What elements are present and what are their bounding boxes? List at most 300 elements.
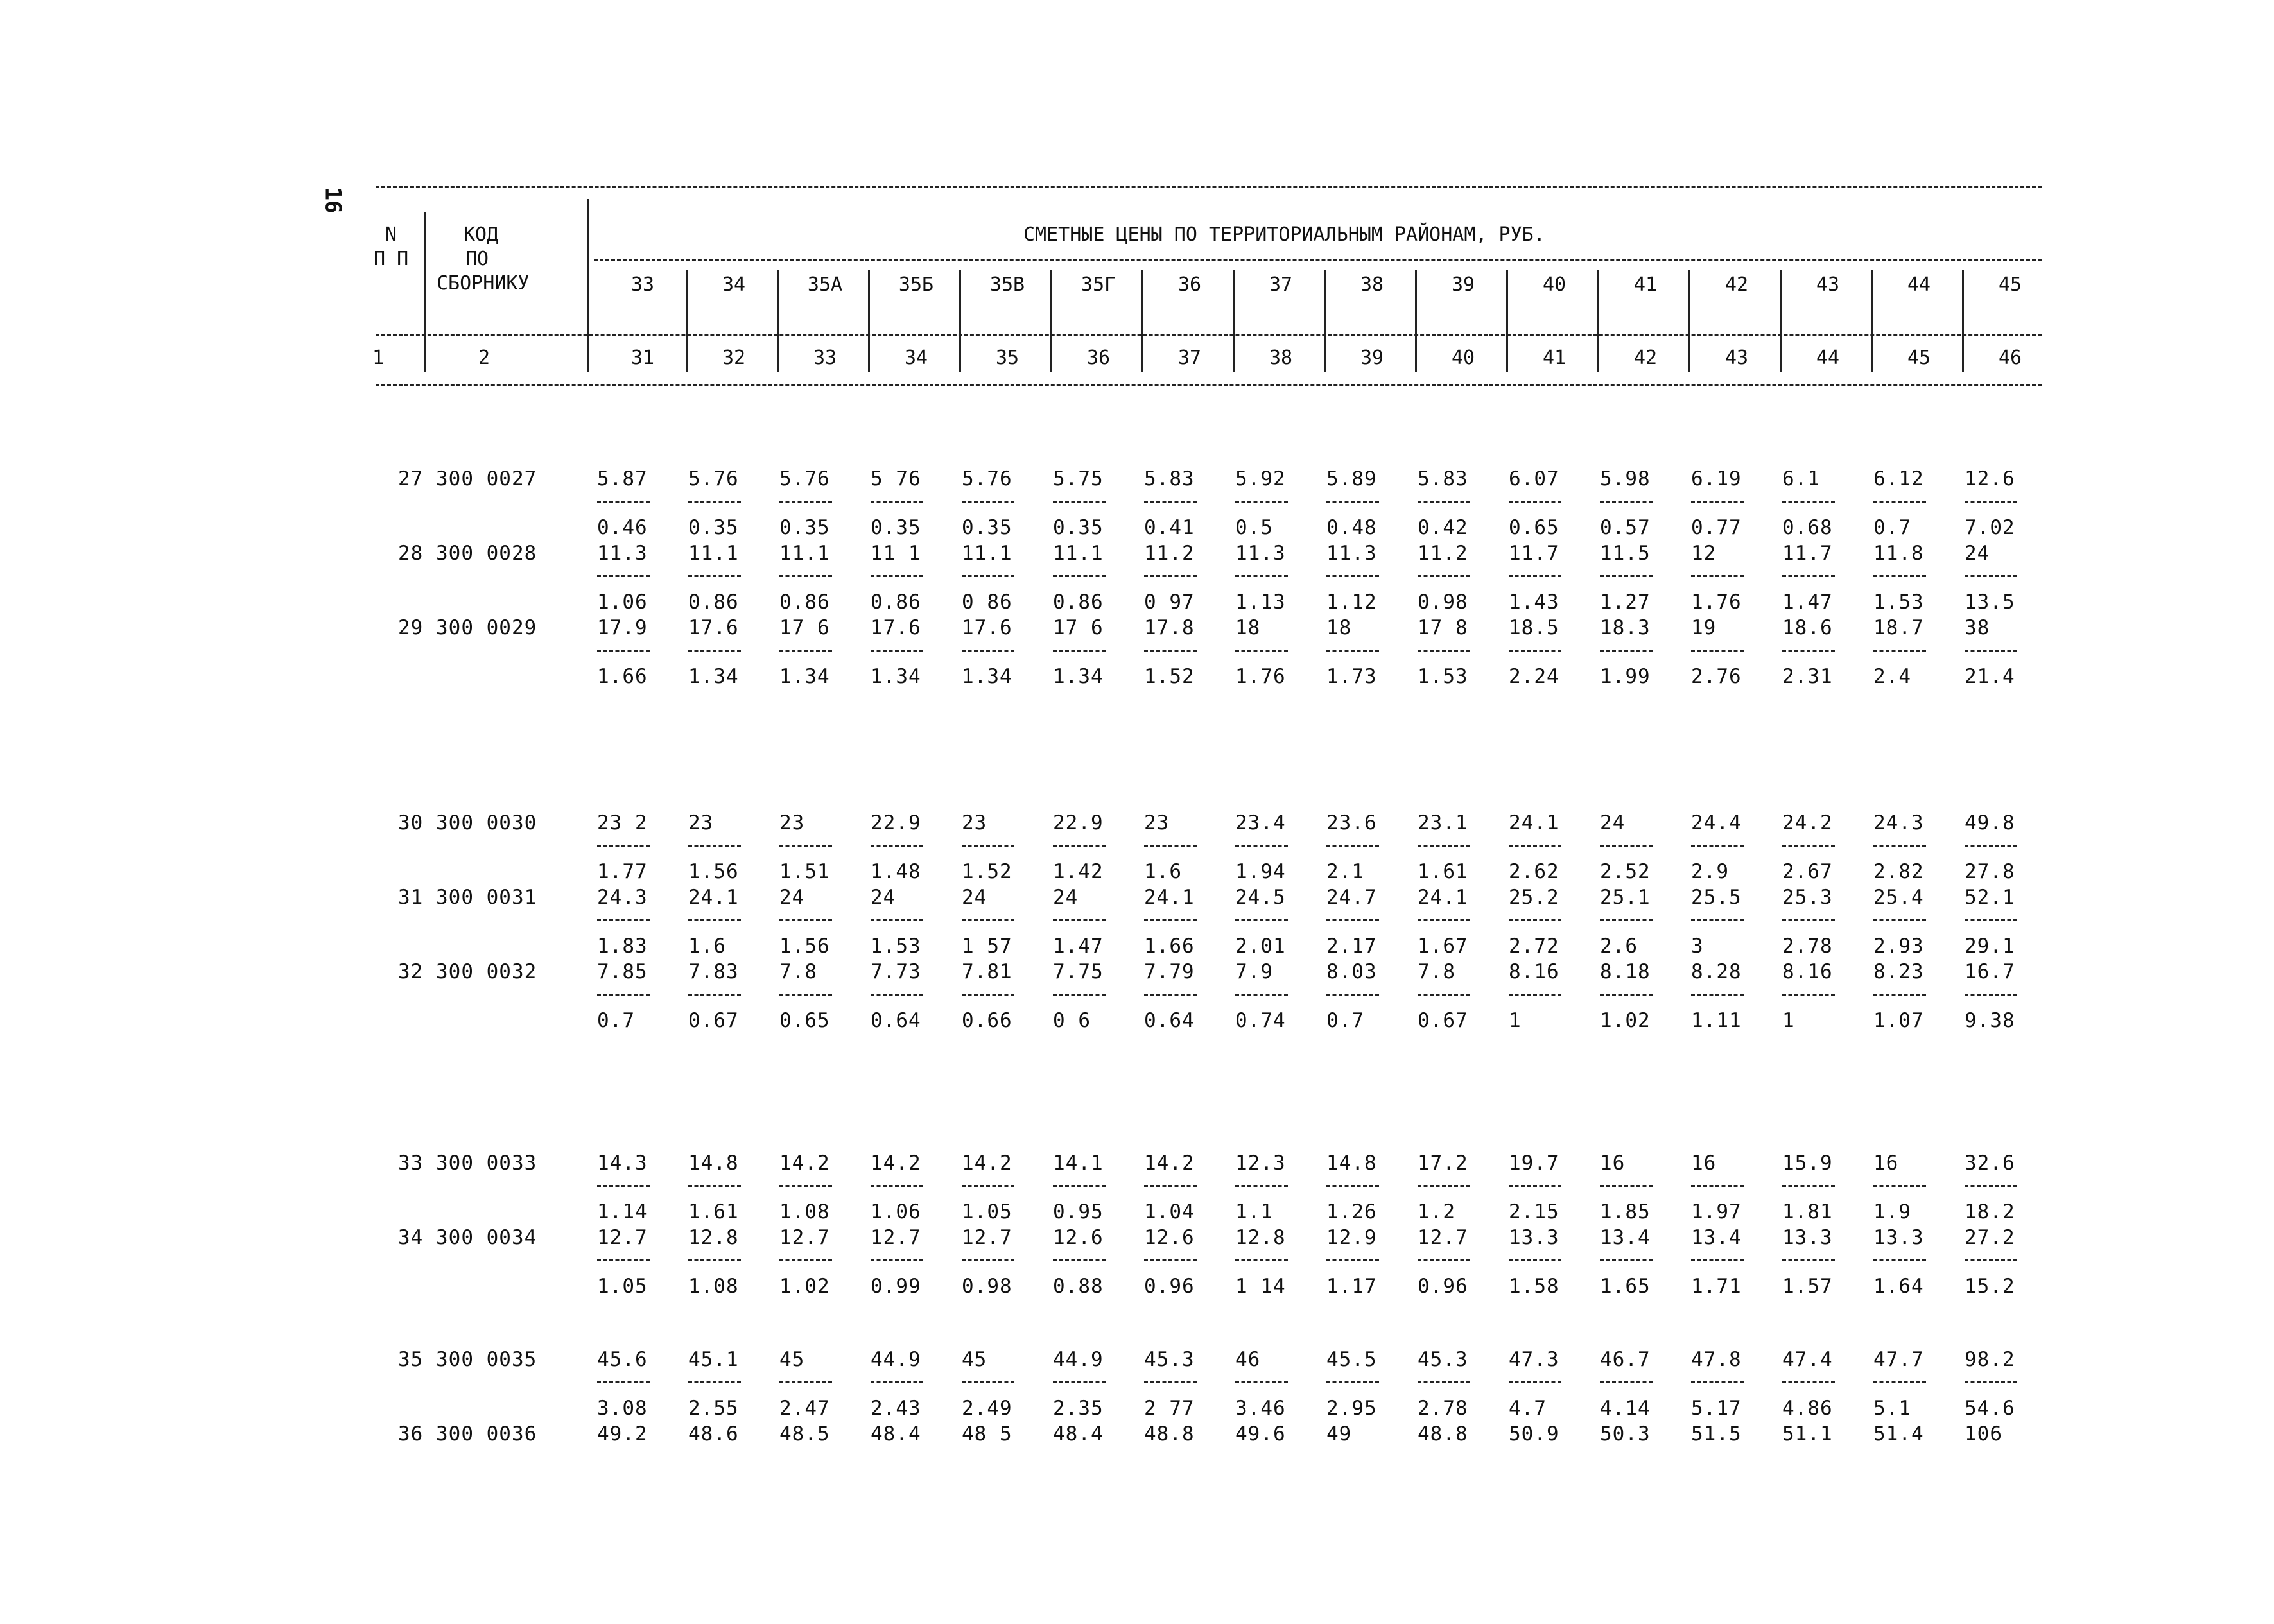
fraction-bar [1600, 1381, 1653, 1383]
district-header: 43 [1816, 273, 1840, 296]
price-value: 1.34 [779, 665, 830, 688]
price-value: 2.67 [1782, 860, 1833, 883]
price-value: 5.83 [1144, 467, 1195, 490]
price-value: 11.3 [1235, 542, 1286, 565]
price-value: 2 77 [1144, 1397, 1195, 1420]
price-value: 1.02 [779, 1275, 830, 1298]
fraction-bar [1873, 1185, 1926, 1187]
price-value: 24.1 [1418, 886, 1468, 909]
fraction-bar [688, 919, 741, 921]
price-value: 18 [1326, 616, 1352, 639]
fraction-bar [597, 1259, 650, 1261]
price-value: 49.6 [1235, 1422, 1286, 1446]
fraction-bar [1235, 1259, 1288, 1261]
fraction-bar [1965, 1185, 2017, 1187]
fraction-bar [871, 919, 923, 921]
price-value: 0.88 [1053, 1275, 1104, 1298]
price-value: 2.31 [1782, 665, 1833, 688]
col-n-header: N [385, 223, 397, 246]
fraction-bar [779, 1259, 832, 1261]
fraction-bar [1873, 575, 1926, 577]
column-index: 44 [1816, 347, 1840, 369]
price-value: 45.3 [1144, 1348, 1195, 1371]
price-value: 24 [1965, 542, 1990, 565]
price-value: 1.9 [1873, 1200, 1911, 1223]
price-value: 2.17 [1326, 935, 1377, 958]
price-value: 8.03 [1326, 960, 1377, 983]
price-value: 8.23 [1873, 960, 1924, 983]
price-value: 19 [1691, 616, 1717, 639]
price-value: 24.3 [597, 886, 648, 909]
price-value: 0.5 [1235, 516, 1273, 539]
price-value: 15.9 [1782, 1152, 1833, 1175]
price-value: 45.6 [597, 1348, 648, 1371]
fraction-bar [1600, 650, 1653, 652]
fraction-bar [1873, 650, 1926, 652]
fraction-bar [597, 845, 650, 847]
price-value: 12.6 [1144, 1226, 1195, 1249]
price-value: 22.9 [871, 811, 921, 834]
price-value: 1.34 [871, 665, 921, 688]
price-value: 7.85 [597, 960, 648, 983]
index-n: 1 [372, 347, 385, 369]
price-value: 17 8 [1418, 616, 1468, 639]
price-value: 5.1 [1873, 1397, 1911, 1420]
price-value: 1.67 [1418, 935, 1468, 958]
col-code-header-sub: ПО [465, 248, 489, 270]
price-value: 8.28 [1691, 960, 1742, 983]
column-index: 33 [813, 347, 837, 369]
price-value: 12.7 [871, 1226, 921, 1249]
price-value: 50.3 [1600, 1422, 1651, 1446]
price-value: 6.12 [1873, 467, 1924, 490]
fraction-bar [779, 1185, 832, 1187]
price-value: 0.46 [597, 516, 648, 539]
price-value: 17.6 [962, 616, 1012, 639]
price-value: 16.7 [1965, 960, 2015, 983]
fraction-bar [597, 501, 650, 503]
price-value: 45 [962, 1348, 987, 1371]
fraction-bar [1053, 575, 1106, 577]
price-value: 3.46 [1235, 1397, 1286, 1420]
fraction-bar [1965, 1259, 2017, 1261]
price-value: 0.35 [1053, 516, 1104, 539]
fraction-bar [779, 1381, 832, 1383]
price-value: 23 [1144, 811, 1170, 834]
price-value: 1 14 [1235, 1275, 1286, 1298]
fraction-bar [597, 1381, 650, 1383]
fraction-bar [779, 501, 832, 503]
price-value: 2.62 [1509, 860, 1559, 883]
fraction-bar [962, 994, 1014, 996]
price-value: 12.8 [688, 1226, 739, 1249]
price-value: 25.3 [1782, 886, 1833, 909]
price-value: 1 57 [962, 935, 1012, 958]
column-index: 36 [1086, 347, 1111, 369]
fraction-bar [1053, 650, 1106, 652]
fraction-bar [871, 1185, 923, 1187]
price-value: 0 86 [962, 591, 1012, 614]
price-value: 0.77 [1691, 516, 1742, 539]
price-value: 11.7 [1509, 542, 1559, 565]
fraction-bar [1509, 575, 1561, 577]
price-value: 3.08 [597, 1397, 648, 1420]
price-value: 1 [1782, 1009, 1795, 1032]
fraction-bar [962, 1381, 1014, 1383]
price-value: 1.76 [1691, 591, 1742, 614]
header-separator [424, 212, 426, 372]
fraction-bar [1782, 1381, 1835, 1383]
price-value: 1.12 [1326, 591, 1377, 614]
row-code-label: 35 300 0035 [398, 1348, 537, 1371]
fraction-bar [688, 1185, 741, 1187]
price-value: 17.9 [597, 616, 648, 639]
fraction-bar [1235, 994, 1288, 996]
fraction-bar [1691, 994, 1744, 996]
price-value: 0.66 [962, 1009, 1012, 1032]
district-header: 35Б [898, 273, 934, 296]
price-value: 1.61 [1418, 860, 1468, 883]
fraction-bar [1873, 1259, 1926, 1261]
price-value: 15.2 [1965, 1275, 2015, 1298]
price-value: 2.78 [1782, 935, 1833, 958]
district-header: 35Г [1081, 273, 1116, 296]
price-value: 0.48 [1326, 516, 1377, 539]
fraction-bar [1873, 994, 1926, 996]
price-value: 5.92 [1235, 467, 1286, 490]
price-value: 51.5 [1691, 1422, 1742, 1446]
fraction-bar [1691, 575, 1744, 577]
fraction-bar [1782, 575, 1835, 577]
price-value: 2.49 [962, 1397, 1012, 1420]
price-value: 27.2 [1965, 1226, 2015, 1249]
fraction-bar [1053, 1259, 1106, 1261]
price-value: 6.1 [1782, 467, 1820, 490]
price-value: 46 [1235, 1348, 1261, 1371]
price-value: 52.1 [1965, 886, 2015, 909]
price-value: 1.52 [1144, 665, 1195, 688]
fraction-bar [688, 994, 741, 996]
price-value: 7.8 [779, 960, 817, 983]
column-index: 34 [904, 347, 928, 369]
price-value: 18.7 [1873, 616, 1924, 639]
fraction-bar [1782, 650, 1835, 652]
price-value: 1.94 [1235, 860, 1286, 883]
price-value: 23.1 [1418, 811, 1468, 834]
fraction-bar [962, 919, 1014, 921]
price-value: 2.55 [688, 1397, 739, 1420]
price-value: 12.6 [1965, 467, 2015, 490]
fraction-bar [1418, 994, 1470, 996]
fraction-bar [1600, 575, 1653, 577]
price-value: 1.76 [1235, 665, 1286, 688]
price-value: 1.83 [597, 935, 648, 958]
price-value: 7.8 [1418, 960, 1455, 983]
price-value: 1.61 [688, 1200, 739, 1223]
fraction-bar [597, 650, 650, 652]
fraction-bar [1873, 919, 1926, 921]
fraction-bar [962, 575, 1014, 577]
price-value: 17 6 [1053, 616, 1104, 639]
fraction-bar [779, 845, 832, 847]
fraction-bar [1691, 650, 1744, 652]
price-value: 1.11 [1691, 1009, 1742, 1032]
price-value: 54.6 [1965, 1397, 2015, 1420]
price-value: 5.98 [1600, 467, 1651, 490]
price-value: 12.7 [962, 1226, 1012, 1249]
district-header: 45 [1998, 273, 2022, 296]
row-code-label: 27 300 0027 [398, 467, 537, 490]
price-value: 0.95 [1053, 1200, 1104, 1223]
price-value: 45.1 [688, 1348, 739, 1371]
price-value: 4.14 [1600, 1397, 1651, 1420]
fraction-bar [871, 845, 923, 847]
price-value: 0.99 [871, 1275, 921, 1298]
price-value: 3 [1691, 935, 1704, 958]
price-value: 2.9 [1691, 860, 1729, 883]
fraction-bar [597, 575, 650, 577]
price-value: 1.05 [962, 1200, 1012, 1223]
col-code-header-sub2: СБОРНИКУ [437, 272, 530, 295]
price-value: 1.56 [779, 935, 830, 958]
row-code-label: 33 300 0033 [398, 1152, 537, 1175]
price-value: 13.3 [1873, 1226, 1924, 1249]
price-value: 47.8 [1691, 1348, 1742, 1371]
price-value: 16 [1691, 1152, 1717, 1175]
row-code-label: 31 300 0031 [398, 886, 537, 909]
fraction-bar [688, 650, 741, 652]
index-code: 2 [478, 347, 490, 369]
price-value: 1.66 [1144, 935, 1195, 958]
price-value: 5.89 [1326, 467, 1377, 490]
price-value: 2.15 [1509, 1200, 1559, 1223]
price-value: 14.2 [871, 1152, 921, 1175]
fraction-bar [1418, 575, 1470, 577]
price-value: 1.58 [1509, 1275, 1559, 1298]
price-value: 5.76 [779, 467, 830, 490]
price-value: 11.2 [1144, 542, 1195, 565]
price-value: 14.2 [779, 1152, 830, 1175]
price-value: 0.35 [962, 516, 1012, 539]
price-value: 2.76 [1691, 665, 1742, 688]
price-value: 1.52 [962, 860, 1012, 883]
price-value: 0.96 [1418, 1275, 1468, 1298]
price-value: 23 [962, 811, 987, 834]
fraction-bar [1418, 650, 1470, 652]
price-value: 5.17 [1691, 1397, 1742, 1420]
column-index: 39 [1360, 347, 1384, 369]
price-value: 1.08 [688, 1275, 739, 1298]
price-value: 11.1 [779, 542, 830, 565]
price-value: 1.47 [1053, 935, 1104, 958]
price-value: 48 5 [962, 1422, 1012, 1446]
fraction-bar [1691, 845, 1744, 847]
price-value: 48.4 [871, 1422, 921, 1446]
price-value: 18.2 [1965, 1200, 2015, 1223]
row-code-label: 34 300 0034 [398, 1226, 537, 1249]
column-index: 43 [1724, 347, 1749, 369]
fraction-bar [871, 1259, 923, 1261]
price-value: 0.98 [962, 1275, 1012, 1298]
price-value: 24.7 [1326, 886, 1377, 909]
price-value: 17.2 [1418, 1152, 1468, 1175]
header-group-rule [594, 259, 2042, 261]
fraction-bar [1326, 501, 1379, 503]
fraction-bar [1144, 919, 1197, 921]
fraction-bar [1144, 501, 1197, 503]
price-value: 45.3 [1418, 1348, 1468, 1371]
price-value: 7.73 [871, 960, 921, 983]
price-value: 0.65 [1509, 516, 1559, 539]
district-header: 34 [722, 273, 746, 296]
price-value: 1.66 [597, 665, 648, 688]
fraction-bar [1418, 1381, 1470, 1383]
price-value: 0 6 [1053, 1009, 1091, 1032]
price-value: 1.51 [779, 860, 830, 883]
row-code-label: 29 300 0029 [398, 616, 537, 639]
column-index: 37 [1177, 347, 1202, 369]
price-value: 7.81 [962, 960, 1012, 983]
fraction-bar [1326, 994, 1379, 996]
price-value: 16 [1600, 1152, 1626, 1175]
price-value: 11.3 [1326, 542, 1377, 565]
header-separator [587, 199, 589, 372]
price-value: 1.14 [597, 1200, 648, 1223]
price-value: 24.1 [688, 886, 739, 909]
price-value: 1.34 [962, 665, 1012, 688]
price-value: 24 [779, 886, 805, 909]
price-value: 11.1 [688, 542, 739, 565]
price-value: 1.53 [1873, 591, 1924, 614]
price-value: 9.38 [1965, 1009, 2015, 1032]
fraction-bar [1965, 650, 2017, 652]
price-value: 98.2 [1965, 1348, 2015, 1371]
price-value: 1.97 [1691, 1200, 1742, 1223]
price-value: 1.2 [1418, 1200, 1455, 1223]
fraction-bar [1326, 845, 1379, 847]
price-value: 48.8 [1144, 1422, 1195, 1446]
fraction-bar [1144, 1259, 1197, 1261]
district-header: 40 [1542, 273, 1567, 296]
price-value: 0.86 [871, 591, 921, 614]
price-value: 51.1 [1782, 1422, 1833, 1446]
price-value: 12.3 [1235, 1152, 1286, 1175]
price-value: 12.9 [1326, 1226, 1377, 1249]
price-value: 1.73 [1326, 665, 1377, 688]
price-value: 7.75 [1053, 960, 1104, 983]
fraction-bar [871, 650, 923, 652]
price-value: 12.8 [1235, 1226, 1286, 1249]
price-value: 25.1 [1600, 886, 1651, 909]
fraction-bar [1418, 501, 1470, 503]
fraction-bar [1235, 1381, 1288, 1383]
fraction-bar [1509, 1381, 1561, 1383]
price-value: 49.8 [1965, 811, 2015, 834]
fraction-bar [1691, 1381, 1744, 1383]
price-value: 21.4 [1965, 665, 2015, 688]
price-value: 23 [779, 811, 805, 834]
fraction-bar [1691, 501, 1744, 503]
price-value: 25.4 [1873, 886, 1924, 909]
price-value: 11.1 [1053, 542, 1104, 565]
fraction-bar [1509, 994, 1561, 996]
price-value: 18 [1235, 616, 1261, 639]
fraction-bar [1600, 501, 1653, 503]
fraction-bar [1326, 1381, 1379, 1383]
fraction-bar [1418, 919, 1470, 921]
fraction-bar [1509, 919, 1561, 921]
price-value: 2.82 [1873, 860, 1924, 883]
fraction-bar [1235, 845, 1288, 847]
price-value: 8.16 [1509, 960, 1559, 983]
price-value: 18.5 [1509, 616, 1559, 639]
price-value: 1.85 [1600, 1200, 1651, 1223]
price-value: 0.35 [871, 516, 921, 539]
fraction-bar [871, 575, 923, 577]
price-value: 5 76 [871, 467, 921, 490]
price-value: 1.04 [1144, 1200, 1195, 1223]
price-value: 14.8 [688, 1152, 739, 1175]
price-value: 0.86 [779, 591, 830, 614]
price-value: 0.7 [1326, 1009, 1364, 1032]
price-value: 0.86 [688, 591, 739, 614]
fraction-bar [871, 994, 923, 996]
fraction-bar [1326, 1185, 1379, 1187]
price-value: 0.35 [688, 516, 739, 539]
price-value: 12.7 [1418, 1226, 1468, 1249]
price-value: 0.67 [1418, 1009, 1468, 1032]
fraction-bar [1235, 501, 1288, 503]
price-value: 22.9 [1053, 811, 1104, 834]
fraction-bar [779, 650, 832, 652]
price-value: 7.02 [1965, 516, 2015, 539]
price-value: 1.42 [1053, 860, 1104, 883]
price-value: 14.2 [962, 1152, 1012, 1175]
price-value: 38 [1965, 616, 1990, 639]
fraction-bar [1418, 1185, 1470, 1187]
district-header: 38 [1360, 273, 1384, 296]
fraction-bar [1600, 919, 1653, 921]
fraction-bar [1873, 1381, 1926, 1383]
price-value: 2.72 [1509, 935, 1559, 958]
price-value: 14.2 [1144, 1152, 1195, 1175]
fraction-bar [1873, 501, 1926, 503]
fraction-bar [962, 650, 1014, 652]
price-value: 45.5 [1326, 1348, 1377, 1371]
col-code-header: КОД [464, 223, 499, 246]
price-value: 17.6 [871, 616, 921, 639]
fraction-bar [1144, 845, 1197, 847]
price-value: 0.7 [597, 1009, 635, 1032]
column-index: 38 [1269, 347, 1293, 369]
fraction-bar [1053, 845, 1106, 847]
price-value: 1 [1509, 1009, 1522, 1032]
fraction-bar [1782, 994, 1835, 996]
price-value: 7.9 [1235, 960, 1273, 983]
column-index: 32 [722, 347, 746, 369]
price-value: 49.2 [597, 1422, 648, 1446]
column-index: 46 [1998, 347, 2022, 369]
price-value: 13.4 [1600, 1226, 1651, 1249]
price-value: 1.77 [597, 860, 648, 883]
price-value: 25.5 [1691, 886, 1742, 909]
price-value: 50.9 [1509, 1422, 1559, 1446]
price-value: 14.1 [1053, 1152, 1104, 1175]
district-header: 39 [1451, 273, 1475, 296]
fraction-bar [597, 994, 650, 996]
price-value: 48.4 [1053, 1422, 1104, 1446]
row-code-label: 32 300 0032 [398, 960, 537, 983]
